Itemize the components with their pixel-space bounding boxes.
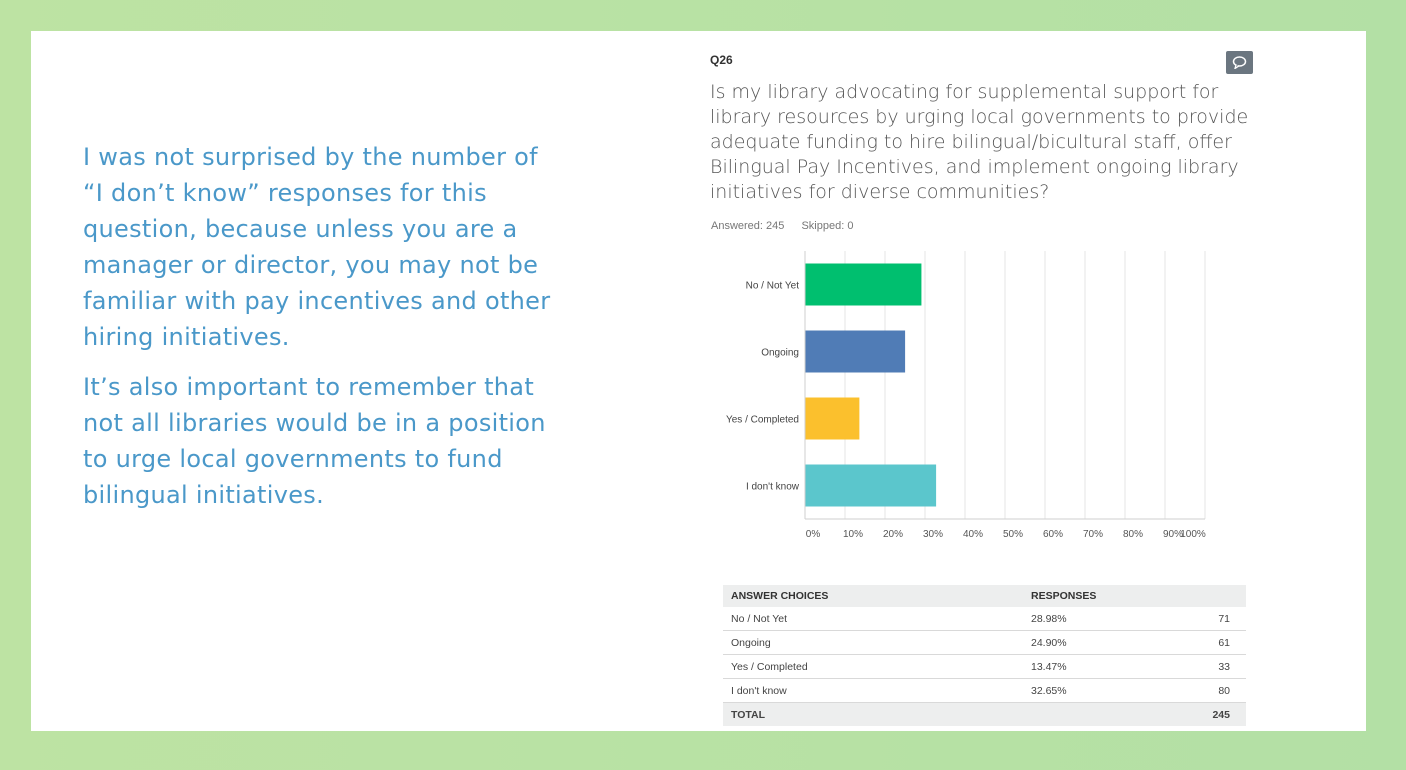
total-percent [1023,703,1179,727]
x-tick-label: 10% [842,529,864,540]
table-total-row [723,703,1246,727]
x-tick-label: 20% [882,529,904,540]
table-row [723,631,1246,655]
bar-chart [710,246,1240,561]
x-tick-label: 90% [1162,529,1184,540]
row-choice: No / Not Yet [723,607,1023,631]
table-header-row [723,585,1246,607]
speech-bubble-icon [1232,56,1247,69]
x-tick-label: 40% [962,529,984,540]
response-meta [711,220,867,232]
total-count: 245 [1179,703,1246,727]
bar [806,398,860,440]
x-tick-label: 60% [1042,529,1064,540]
row-choice: Ongoing [723,631,1023,655]
total-label: TOTAL [723,703,1023,727]
row-percent: 24.90% [1023,631,1179,655]
table-row [723,655,1246,679]
commentary [83,139,553,527]
y-tick-label: No / Not Yet [745,280,799,292]
table-row [723,607,1246,631]
row-percent: 28.98% [1023,607,1179,631]
x-tick-label: 50% [1002,529,1024,540]
header-responses: RESPONSES [1023,585,1179,607]
slide [31,31,1366,731]
x-tick-label: 80% [1122,529,1144,540]
commentary-paragraph-2: It’s also important to remember that not all libraries would be in a position to urge local governments to fund bilingual initiatives. [83,373,546,509]
row-count: 80 [1179,679,1246,703]
row-count: 61 [1179,631,1246,655]
x-tick-label: 100% [1180,529,1206,540]
y-tick-label: Ongoing [761,347,799,359]
bar [806,264,922,306]
question-text: Is my library advocating for supplemental support for library resources by urging local governments to provide adequate funding to hire bilingual/bicultural staff, offer Bilingual Pay Incentives, and implement ongoing library initiatives for diverse communities? [710,81,1249,203]
question-number: Q26 [710,53,733,67]
comment-button[interactable] [1226,51,1253,74]
y-tick-label: Yes / Completed [725,414,799,426]
row-choice: I don't know [723,679,1023,703]
x-tick-label: 70% [1082,529,1104,540]
header-answer-choices: ANSWER CHOICES [723,585,1023,607]
row-count: 71 [1179,607,1246,631]
header-count [1179,585,1246,607]
skipped-count: Skipped: 0 [801,220,854,232]
responses-table [723,585,1246,726]
bar [806,465,937,507]
commentary-paragraph-1: I was not surprised by the number of “I don’t know” responses for this question, because unless you are a manager or director, you may not be familiar with pay incentives and other hiring initiatives. [83,143,551,351]
x-tick-label: 30% [922,529,944,540]
bar [806,331,906,373]
x-tick-label: 0% [805,529,821,540]
row-percent: 32.65% [1023,679,1179,703]
y-tick-label: I don't know [745,481,799,493]
row-count: 33 [1179,655,1246,679]
answered-count: Answered: 245 [711,220,785,232]
row-percent: 13.47% [1023,655,1179,679]
row-choice: Yes / Completed [723,655,1023,679]
table-row [723,679,1246,703]
